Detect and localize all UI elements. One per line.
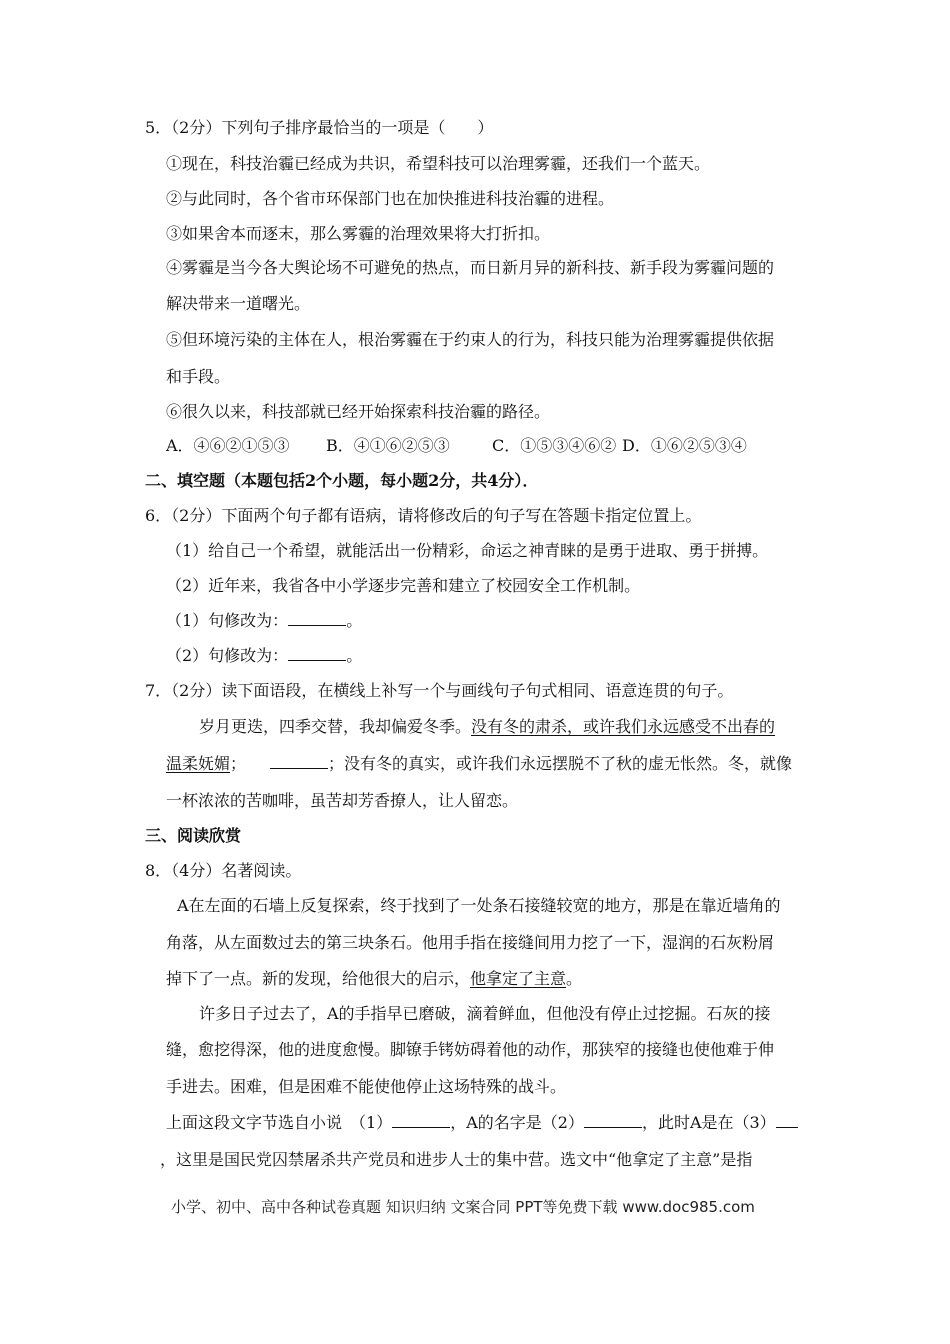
q8-question-line-1 (166, 1113, 798, 1133)
q7-paragraph-line-3: 一杯浓浓的苦咖啡，虽苦却芳香撩人，让人留恋。 (166, 791, 519, 810)
q5-sentence-3: ③如果舍本而逐末，那么雾霾的治理效果将大打折扣。 (166, 224, 551, 243)
q5-sentence-5b: 和手段。 (166, 367, 231, 386)
q8-passage-2a: 许多日子过去了，A的手指早已磨破，滴着鲜血，但他没有停止过挖掘。石灰的接 (199, 1004, 771, 1023)
q7-underlined-sentence-b: 温柔妩媚 (166, 754, 231, 773)
q8-blank-2[interactable] (584, 1113, 642, 1128)
q7-underlined-sentence-a: 没有冬的肃杀，或许我们永远感受不出春的 (471, 717, 776, 736)
q5-sentence-1: ①现在，科技治霾已经成为共识，希望科技可以治理雾霾，还我们一个蓝天。 (166, 154, 711, 173)
q6-answer-1-label: （1）句修改为： (166, 611, 289, 630)
q5-sentence-6: ⑥很久以来，科技部就已经开始探索科技治霾的路径。 (166, 402, 551, 421)
q8-passage-1c-end: 。 (566, 969, 583, 988)
q8-stem: 8．（4分）名著阅读。 (145, 861, 302, 880)
q5-sentence-5a: ⑤但环境污染的主体在人，根治雾霾在于约束人的行为，科技只能为治理雾霾提供依据 (166, 330, 775, 349)
q6-answer-1-end: 。 (346, 611, 363, 630)
q7-plain-text: 岁月更迭，四季交替，我却偏爱冬季。 (199, 717, 472, 736)
q8-blank-1[interactable] (392, 1113, 450, 1128)
q5-options (166, 436, 747, 456)
q6-sentence-2: （2）近年来，我省各中小学逐步完善和建立了校园安全工作机制。 (166, 576, 641, 595)
q6-answer-2 (166, 646, 362, 666)
q6-answer-2-label: （2）句修改为： (166, 646, 289, 665)
section-3-heading: 三、阅读欣赏 (145, 826, 242, 845)
q8-question-line-2: ，这里是国民党囚禁屠杀共产党员和进步人士的集中营。选文中“他拿定了主意”是指 (160, 1150, 753, 1169)
q5-option-c: C．①⑤③④⑥② (492, 436, 617, 455)
q5-sentence-4b: 解决带来一道曙光。 (166, 294, 311, 313)
q7-paragraph-line-2 (166, 754, 792, 774)
section-2-heading: 二、填空题（本题包括2个小题，每小题2分，共4分）． (145, 471, 539, 490)
q5-sentence-2: ②与此同时，各个省市环保部门也在加快推进科技治霾的进程。 (166, 189, 615, 208)
q5-stem: 5．（2分）下列句子排序最恰当的一项是（ ） (145, 118, 494, 137)
q6-stem: 6．（2分）下面两个句子都有语病，请将修改后的句子写在答题卡指定位置上。 (145, 506, 702, 525)
q8-passage-1c (166, 969, 582, 989)
q5-option-b: B．④①⑥②⑤③ (326, 436, 450, 455)
q8-blank-3[interactable] (776, 1113, 798, 1128)
page-footer: 小学、初中、高中各种试卷真题 知识归纳 文案合同 PPT等免费下载 www.doc985.com (171, 1198, 755, 1216)
q7-semicolon: ； (230, 754, 247, 773)
q8-question-part-3: ，此时A是在（3） (641, 1113, 776, 1132)
q8-passage-1c-text: 掉下了一点。新的发现，给他很大的启示， (166, 969, 471, 988)
q5-option-a: A．④⑥②①⑤③ (166, 436, 290, 455)
q6-answer-1-blank[interactable] (288, 611, 346, 626)
q8-question-part-2: ，A的名字是（2） (450, 1113, 584, 1132)
q6-answer-2-blank[interactable] (288, 646, 346, 661)
q8-passage-1b: 角落，从左面数过去的第三块条石。他用手指在接缝间用力挖了一下，湿润的石灰粉屑 (166, 933, 775, 952)
q8-passage-2b: 缝，愈挖得深，他的进度愈慢。脚镣手铐妨碍着他的动作，那狭窄的接缝也使他难于伸 (166, 1040, 775, 1059)
q7-stem: 7．（2分）读下面语段，在横线上补写一个与画线句子句式相同、语意连贯的句子。 (145, 681, 734, 700)
q8-question-part-1: 上面这段文字节选自小说 （1） (166, 1113, 393, 1132)
q5-option-d: D．①⑥②⑤③④ (622, 436, 747, 455)
q5-sentence-4a: ④雾霾是当今各大舆论场不可避免的热点，而日新月异的新科技、新手段为雾霾问题的 (166, 258, 775, 277)
q7-paragraph-line-1 (199, 717, 775, 737)
q6-sentence-1: （1）给自己一个希望，就能活出一份精彩，命运之神青睐的是勇于进取、勇于拼搏。 (166, 541, 769, 560)
q8-underlined-phrase: 他拿定了主意 (470, 969, 567, 988)
q7-answer-blank[interactable] (270, 754, 328, 769)
q6-answer-2-end: 。 (346, 646, 363, 665)
q8-passage-2c: 手进去。困难，但是困难不能使他停止这场特殊的战斗。 (166, 1077, 567, 1096)
q7-rest-text: ；没有冬的真实，或许我们永远摆脱不了秋的虚无怅然。冬，就像 (328, 754, 793, 773)
q6-answer-1 (166, 611, 362, 631)
q8-passage-1a: A在左面的石墙上反复探索，终于找到了一处条石接缝较宽的地方，那是在靠近墙角的 (177, 896, 781, 915)
